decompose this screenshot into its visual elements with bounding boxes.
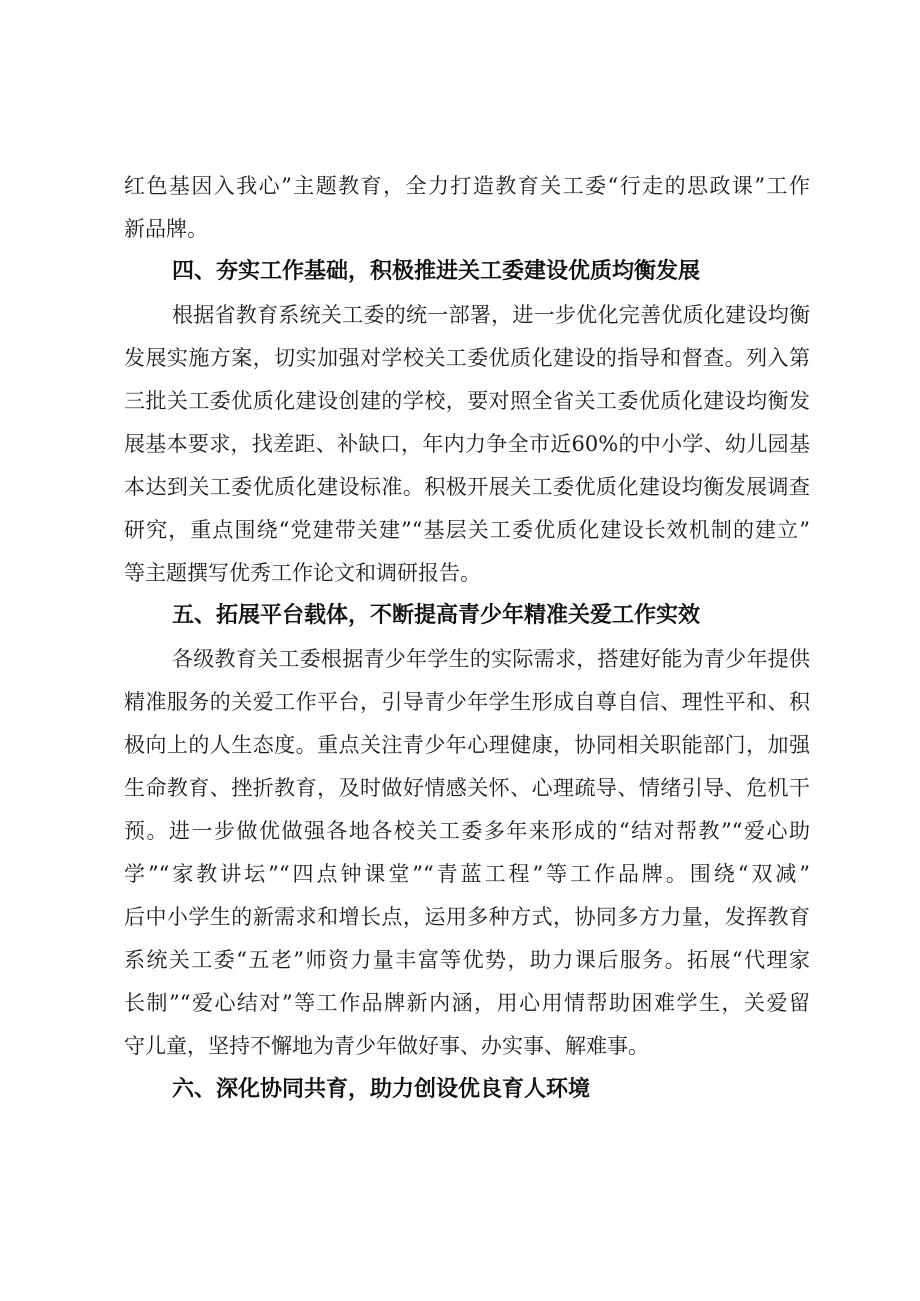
- section-4-line-3: 三批关工委优质化建设创建的学校，要对照全省关工委优质化建设均衡发: [124, 389, 810, 413]
- section-5-line-9: 长制”“爱心结对”等工作品牌新内涵，用心用情帮助困难学生，关爱留: [124, 991, 810, 1015]
- section-4-line-4: 展基本要求，找差距、补缺口，年内力争全市近60%的中小学、幼儿园基: [124, 432, 810, 456]
- section-5-line-3: 极向上的人生态度。重点关注青少年心理健康，协同相关职能部门，加强: [124, 733, 810, 757]
- section-4-line-1: 根据省教育系统关工委的统一部署，进一步优化完善优质化建设均衡: [172, 303, 810, 327]
- section-5-line-8: 系统关工委“五老”师资力量丰富等优势，助力课后服务。拓展“代理家: [124, 948, 810, 972]
- section-5-line-2: 精准服务的关爱工作平台，引导青少年学生形成自尊自信、理性平和、积: [124, 690, 810, 714]
- section-4-line-6: 研究，重点围绕“党建带关建”“基层关工委优质化建设长效机制的建立”: [124, 518, 810, 542]
- section-4-line-7: 等主题撰写优秀工作论文和调研报告。: [124, 561, 481, 585]
- intro-line-2: 新品牌。: [124, 217, 208, 241]
- section-4-heading: 四、夯实工作基础，积极推进关工委建设优质均衡发展: [172, 259, 701, 284]
- section-5-line-7: 后中小学生的新需求和增长点，运用多种方式，协同多方力量，发挥教育: [124, 905, 810, 929]
- section-6-heading: 六、深化协同共育，助力创设优良育人环境: [172, 1077, 591, 1102]
- intro-line-1: 红色基因入我心”主题教育，全力打造教育关工委“行走的思政课”工作: [124, 174, 810, 198]
- section-5-line-10: 守儿童，坚持不懈地为青少年做好事、办实事、解难事。: [124, 1034, 649, 1058]
- section-4-line-5: 本达到关工委优质化建设标准。积极开展关工委优质化建设均衡发展调查: [124, 475, 810, 499]
- section-5-line-1: 各级教育关工委根据青少年学生的实际需求，搭建好能为青少年提供: [172, 647, 810, 671]
- section-4-line-2: 发展实施方案，切实加强对学校关工委优质化建设的指导和督查。列入第: [124, 346, 810, 370]
- section-5-line-6: 学”“家教讲坛”“四点钟课堂”“青蓝工程”等工作品牌。围绕“双减”: [124, 862, 810, 886]
- section-5-line-5: 预。进一步做优做强各地各校关工委多年来形成的“结对帮教”“爱心助: [124, 819, 810, 843]
- section-5-heading: 五、拓展平台载体，不断提高青少年精准关爱工作实效: [172, 603, 701, 628]
- section-5-line-4: 生命教育、挫折教育，及时做好情感关怀、心理疏导、情绪引导、危机干: [124, 776, 810, 800]
